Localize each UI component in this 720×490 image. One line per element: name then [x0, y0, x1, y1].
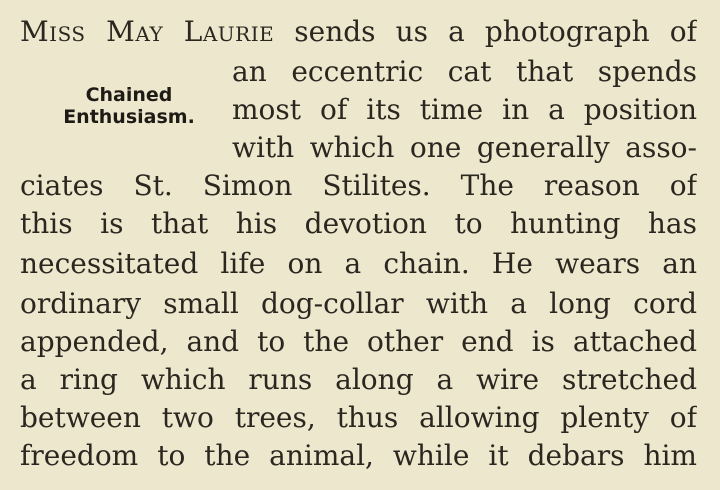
text-line-12: freedom to the animal, while it debars him — [20, 439, 697, 472]
sidenote-line-2: Enthusiasm. — [63, 106, 195, 128]
text-line-6: this is that his devotion to hunting has — [20, 207, 697, 240]
text-line-9: appended, and to the other end is attached — [20, 325, 697, 358]
text-line-5: ciates St. Simon Stilites. The reason of — [20, 169, 697, 202]
text-line-8: ordinary small dog-collar with a long cord — [20, 287, 697, 320]
sidenote-line-1: Chained — [85, 84, 173, 106]
text-line-11: between two trees, thus allowing plenty of — [20, 401, 697, 434]
sidenote-heading — [40, 84, 218, 128]
text-line-2: an eccentric cat that spends — [232, 55, 697, 88]
opening-name: Miss May Laurie — [20, 15, 275, 48]
text-line-4: with which one generally asso- — [232, 131, 697, 164]
text-line-1-rest: sends us a photograph of — [274, 15, 697, 48]
text-line-3: most of its time in a position — [232, 93, 697, 126]
text-line-1 — [20, 12, 697, 52]
text-line-10: a ring which runs along a wire stretched — [20, 363, 697, 396]
text-line-7: necessitated life on a chain. He wears an — [20, 247, 697, 280]
